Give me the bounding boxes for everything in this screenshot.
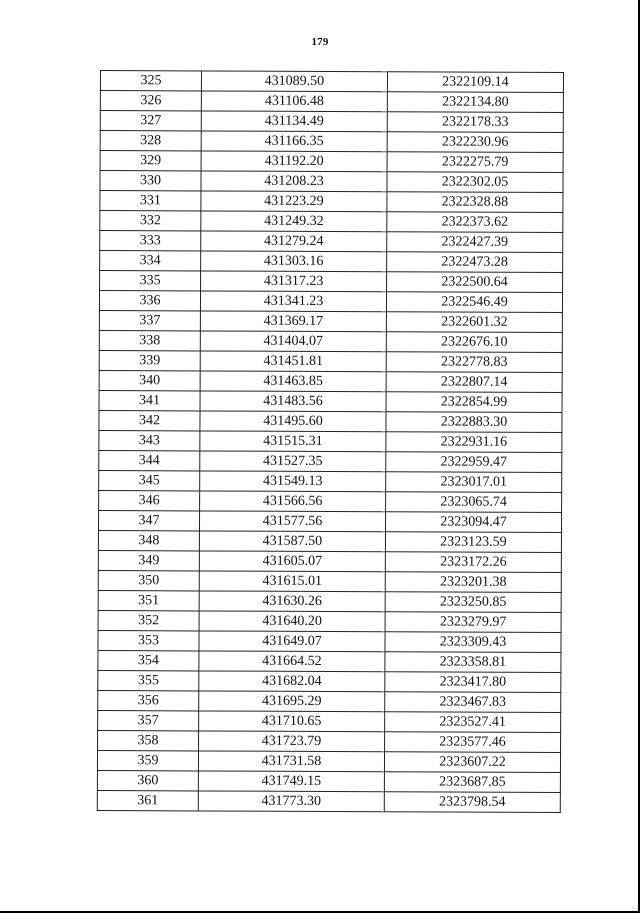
northing-cell: 2323798.54 — [384, 792, 560, 813]
row-index-cell: 360 — [97, 770, 198, 790]
northing-cell: 2322275.79 — [387, 152, 563, 173]
easting-cell: 431695.29 — [199, 691, 385, 712]
row-index-cell: 330 — [100, 171, 201, 191]
row-index-cell: 353 — [98, 630, 199, 650]
northing-cell: 2323527.41 — [385, 712, 561, 733]
northing-cell: 2322373.62 — [387, 212, 563, 233]
northing-cell: 2322328.88 — [387, 192, 563, 213]
northing-cell: 2323172.26 — [385, 552, 561, 573]
row-index-cell: 332 — [100, 211, 201, 231]
table-row — [97, 770, 560, 792]
row-index-cell: 328 — [100, 131, 201, 151]
row-index-cell: 340 — [99, 370, 200, 390]
easting-cell: 431630.26 — [199, 591, 385, 612]
table-row — [97, 750, 560, 772]
northing-cell: 2322427.39 — [387, 232, 563, 253]
table-row — [100, 131, 563, 153]
table-row — [99, 390, 562, 412]
easting-cell: 431515.31 — [200, 431, 386, 452]
table-row — [99, 470, 562, 492]
easting-cell: 431223.29 — [201, 191, 387, 212]
row-index-cell: 361 — [97, 790, 198, 810]
row-index-cell: 349 — [98, 550, 199, 570]
northing-cell: 2322134.80 — [387, 92, 563, 113]
coordinate-table — [97, 70, 564, 813]
row-index-cell: 345 — [99, 470, 200, 490]
northing-cell: 2323607.22 — [384, 752, 560, 773]
easting-cell: 431208.23 — [201, 171, 387, 192]
row-index-cell: 343 — [99, 430, 200, 450]
table-row — [98, 730, 561, 752]
table-row — [99, 490, 562, 512]
northing-cell: 2322854.99 — [386, 392, 562, 413]
northing-cell: 2323417.80 — [385, 672, 561, 693]
northing-cell: 2322931.16 — [386, 432, 562, 453]
row-index-cell: 338 — [99, 330, 200, 350]
easting-cell: 431587.50 — [199, 531, 385, 552]
easting-cell: 431369.17 — [200, 311, 386, 332]
table-row — [98, 710, 561, 732]
easting-cell: 431106.48 — [201, 91, 387, 112]
table-row — [100, 111, 563, 133]
northing-cell: 2322807.14 — [386, 372, 562, 393]
coordinate-table-container — [97, 70, 560, 813]
row-index-cell: 344 — [99, 450, 200, 470]
easting-cell: 431664.52 — [199, 651, 385, 672]
easting-cell: 431166.35 — [201, 131, 387, 152]
northing-cell: 2322178.33 — [387, 112, 563, 133]
northing-cell: 2323687.85 — [384, 772, 560, 793]
easting-cell: 431615.01 — [199, 571, 385, 592]
row-index-cell: 336 — [99, 291, 200, 311]
table-row — [99, 330, 562, 352]
table-row — [99, 291, 562, 313]
easting-cell: 431451.81 — [200, 351, 386, 372]
easting-cell: 431303.16 — [201, 251, 387, 272]
easting-cell: 431341.23 — [200, 291, 386, 312]
northing-cell: 2322883.30 — [386, 412, 562, 433]
coordinate-table-body — [97, 71, 563, 813]
row-index-cell: 335 — [100, 271, 201, 291]
easting-cell: 431404.07 — [200, 331, 386, 352]
easting-cell: 431317.23 — [201, 271, 387, 292]
northing-cell: 2322546.49 — [386, 292, 562, 313]
table-row — [98, 610, 561, 632]
table-row — [98, 630, 561, 652]
row-index-cell: 354 — [98, 650, 199, 670]
northing-cell: 2323017.01 — [386, 472, 562, 493]
row-index-cell: 334 — [100, 251, 201, 271]
row-index-cell: 350 — [98, 570, 199, 590]
table-row — [99, 310, 562, 332]
row-index-cell: 352 — [98, 610, 199, 630]
table-row — [100, 211, 563, 233]
northing-cell: 2322230.96 — [387, 132, 563, 153]
easting-cell: 431605.07 — [199, 551, 385, 572]
easting-cell: 431483.56 — [200, 391, 386, 412]
easting-cell: 431710.65 — [199, 711, 385, 732]
row-index-cell: 331 — [100, 191, 201, 211]
table-row — [100, 251, 563, 273]
easting-cell: 431279.24 — [201, 231, 387, 252]
northing-cell: 2323358.81 — [385, 652, 561, 673]
northing-cell: 2323094.47 — [385, 512, 561, 533]
table-row — [100, 231, 563, 253]
easting-cell: 431649.07 — [199, 631, 385, 652]
easting-cell: 431566.56 — [200, 491, 386, 512]
row-index-cell: 327 — [100, 111, 201, 131]
row-index-cell: 355 — [98, 670, 199, 690]
easting-cell: 431549.13 — [200, 471, 386, 492]
northing-cell: 2323309.43 — [385, 632, 561, 653]
northing-cell: 2323065.74 — [386, 492, 562, 513]
table-row — [98, 650, 561, 672]
row-index-cell: 341 — [99, 390, 200, 410]
row-index-cell: 348 — [98, 530, 199, 550]
easting-cell: 431773.30 — [198, 791, 384, 812]
northing-cell: 2322778.83 — [386, 352, 562, 373]
northing-cell: 2322959.47 — [386, 452, 562, 473]
table-row — [98, 550, 561, 572]
table-row — [99, 350, 562, 372]
northing-cell: 2323250.85 — [385, 592, 561, 613]
northing-cell: 2323577.46 — [385, 732, 561, 753]
row-index-cell: 337 — [99, 310, 200, 330]
easting-cell: 431089.50 — [201, 71, 387, 92]
northing-cell: 2323123.59 — [385, 532, 561, 553]
row-index-cell: 325 — [100, 71, 201, 91]
easting-cell: 431731.58 — [198, 751, 384, 772]
table-row — [100, 91, 563, 113]
northing-cell: 2322676.10 — [386, 332, 562, 353]
easting-cell: 431577.56 — [199, 511, 385, 532]
row-index-cell: 329 — [100, 151, 201, 171]
row-index-cell: 351 — [98, 590, 199, 610]
northing-cell: 2323467.83 — [385, 692, 561, 713]
row-index-cell: 357 — [98, 710, 199, 730]
table-row — [98, 570, 561, 592]
table-row — [97, 790, 560, 812]
easting-cell: 431249.32 — [201, 211, 387, 232]
table-row — [98, 590, 561, 612]
easting-cell: 431192.20 — [201, 151, 387, 172]
easting-cell: 431463.85 — [200, 371, 386, 392]
table-row — [99, 450, 562, 472]
easting-cell: 431749.15 — [198, 771, 384, 792]
row-index-cell: 347 — [98, 510, 199, 530]
row-index-cell: 339 — [99, 350, 200, 370]
row-index-cell: 356 — [98, 690, 199, 710]
easting-cell: 431495.60 — [200, 411, 386, 432]
easting-cell: 431640.20 — [199, 611, 385, 632]
row-index-cell: 346 — [99, 490, 200, 510]
table-row — [98, 670, 561, 692]
table-row — [100, 151, 563, 173]
table-row — [99, 370, 562, 392]
row-index-cell: 333 — [100, 231, 201, 251]
northing-cell: 2322302.05 — [387, 172, 563, 193]
northing-cell: 2323201.38 — [385, 572, 561, 593]
northing-cell: 2323279.97 — [385, 612, 561, 633]
table-row — [98, 690, 561, 712]
row-index-cell: 342 — [99, 410, 200, 430]
northing-cell: 2322473.28 — [387, 252, 563, 273]
table-row — [100, 171, 563, 193]
row-index-cell: 358 — [98, 730, 199, 750]
easting-cell: 431134.49 — [201, 111, 387, 132]
table-row — [99, 430, 562, 452]
table-row — [100, 71, 563, 93]
row-index-cell: 359 — [97, 750, 198, 770]
page-number: 179 — [311, 36, 329, 48]
table-row — [100, 271, 563, 293]
northing-cell: 2322109.14 — [387, 72, 563, 93]
northing-cell: 2322500.64 — [387, 272, 563, 293]
easting-cell: 431527.35 — [200, 451, 386, 472]
table-row — [98, 510, 561, 532]
table-row — [98, 530, 561, 552]
table-row — [100, 191, 563, 213]
row-index-cell: 326 — [100, 91, 201, 111]
easting-cell: 431723.79 — [199, 731, 385, 752]
easting-cell: 431682.04 — [199, 671, 385, 692]
northing-cell: 2322601.32 — [386, 312, 562, 333]
table-row — [99, 410, 562, 432]
